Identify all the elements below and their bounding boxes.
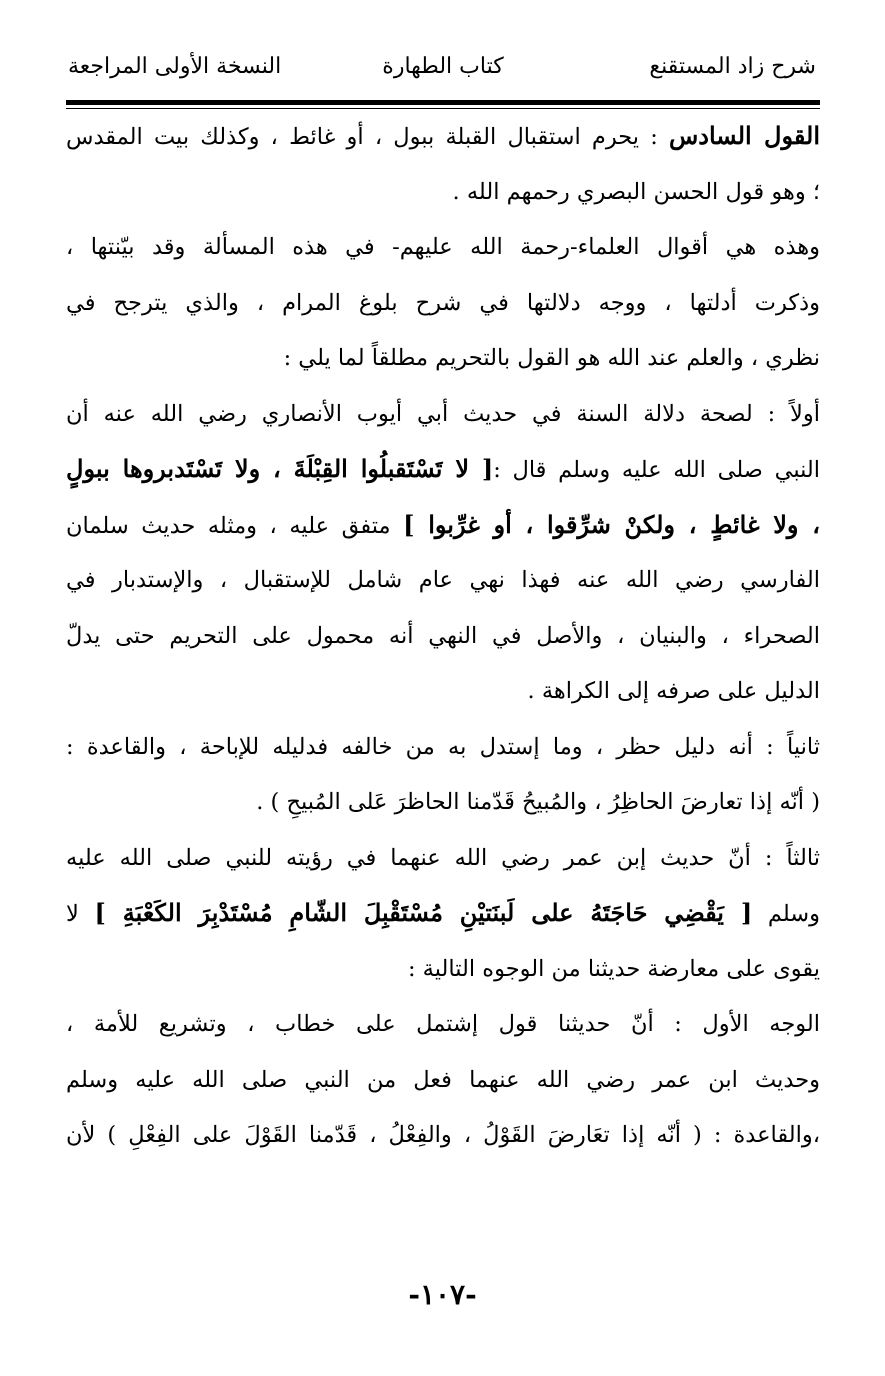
header-book-title: شرح زاد المستقنع [649,54,816,79]
section-heading: القول السادس [668,121,820,150]
text-line: وسلم [ يَقْضِي حَاجَتَهُ على لَبنَتيْنِ مُسْتَقْبِلَ الشّامِ مُسْتَدْبِرَ الكَعْبَةِ ] لا [66,898,820,927]
text-line: ،والقاعدة : ( أنّه إذا تعَارضَ القَوْلُ ، والفِعْلُ ، قَدّمنا القَوْلَ على الفِعْلِ ) لأن [66,1122,820,1148]
text-line: الصحراء ، والبنيان ، والأصل في النهي أنه محمول على التحريم حتى يدلّ [66,622,820,649]
text-line: وهذه هي أقوال العلماء-رحمة الله عليهم- في هذه المسألة وقد بيّنتها ، [66,234,820,260]
text-line: ؛ وهو قول الحسن البصري رحمهم الله . [452,178,820,205]
text-line: ثانياً : أنه دليل حظر ، وما إستدل به من خالفه فدليله للإباحة ، والقاعدة : [66,733,820,760]
hadith-quote: [ لا تَسْتَقبلُوا القِبْلَةَ ، ولا تَسْتَدبروها ببولٍ [66,454,494,483]
text-line: ، ولا غائطٍ ، ولكنْ شرِّقوا ، أو غرِّبوا ] متفق عليه ، ومثله حديث سلمان [66,509,820,539]
text-line: الدليل على صرفه إلى الكراهة . [527,678,820,704]
header-rule-thin [66,108,820,109]
running-header [66,48,820,88]
text-line: الفارسي رضي الله عنه فهذا نهي عام شامل للإستقبال ، والإستدبار في [66,567,820,593]
header-rule-thick [66,100,820,105]
page-number: -١٠٧- [408,1278,477,1311]
hadith-quote: [ يَقْضِي حَاجَتَهُ على لَبنَتيْنِ مُسْتَقْبِلَ الشّامِ مُسْتَدْبِرَ الكَعْبَةِ ] [94,898,753,927]
text-line: القول السادس : يحرم استقبال القبلة ببول ، أو غائط ، وكذلك بيت المقدس [66,121,820,150]
text-line: النبي صلى الله عليه وسلم قال :[ لا تَسْتَقبلُوا القِبْلَةَ ، ولا تَسْتَدبروها ببولٍ [66,454,820,483]
hadith-quote: ، ولا غائطٍ ، ولكنْ شرِّقوا ، أو غرِّبوا ] [403,509,820,539]
text-line: ( أنّه إذا تعارضَ الحاظِرُ ، والمُبيحُ قَدّمنا الحاظرَ عَلى المُبيحِ ) . [256,789,820,815]
text-line: الوجه الأول : أنّ حديثنا قول إشتمل على خطاب ، وتشريع للأمة ، [66,1011,820,1037]
text-line: يقوى على معارضة حديثنا من الوجوه التالية : [407,955,820,982]
body-text [66,112,820,1167]
text-line: أولاً : لصحة دلالة السنة في حديث أبي أيوب الأنصاري رضي الله عنه أن [66,400,820,427]
header-chapter-title: كتاب الطهارة [382,54,504,79]
text-line: وحديث ابن عمر رضي الله عنهما فعل من النبي صلى الله عليه وسلم [66,1066,820,1093]
header-edition-note: النسخة الأولى المراجعة [68,54,282,79]
text-line: ثالثاً : أنّ حديث إبن عمر رضي الله عنهما في رؤيته للنبي صلى الله عليه [66,844,820,871]
text-line: نظري ، والعلم عند الله هو القول بالتحريم مطلقاً لما يلي : [283,345,820,371]
text-line: وذكرت أدلتها ، ووجه دلالتها في شرح بلوغ المرام ، والذي يترجح في [66,289,820,316]
